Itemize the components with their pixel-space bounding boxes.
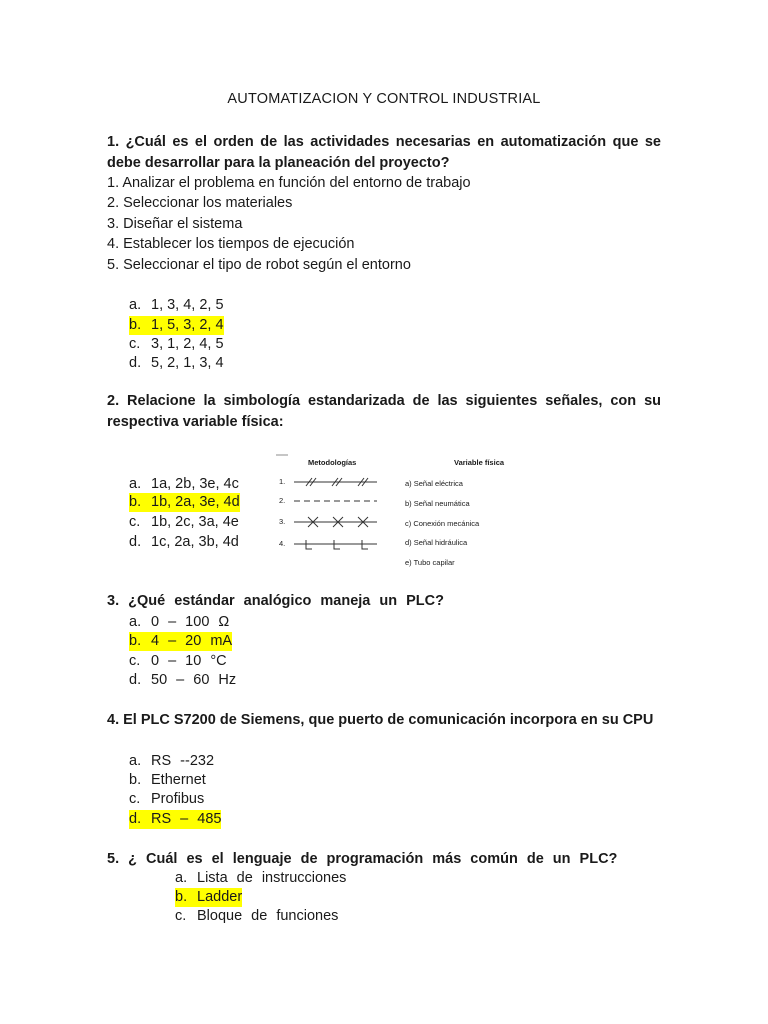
symbology-figure [272, 452, 512, 572]
answer-option: c. 0 – 10 °C [129, 653, 227, 669]
question-number: 4. [107, 712, 120, 728]
figure-row-number: 4. [279, 539, 286, 548]
answer-option-correct: d. RS – 485 [129, 811, 222, 827]
question-number: 5. [107, 851, 120, 867]
document-title: AUTOMATIZACION Y CONTROL INDUSTRIAL [227, 91, 541, 107]
question-text: ¿ Cuál es el lenguaje de programación más común de un PLC? [128, 851, 618, 867]
answer-option: c. 1b, 2c, 3a, 4e [129, 514, 239, 530]
answer-option: c. Bloque de funciones [175, 908, 339, 924]
q1-step: 1. Analizar el problema en función del entorno de trabajo [107, 175, 471, 191]
answer-option: a. 1a, 2b, 3e, 4c [129, 476, 239, 492]
q1-step: 2. Seleccionar los materiales [107, 195, 293, 211]
answer-option: c. Profibus [129, 791, 205, 807]
figure-header-methodologies: Metodologías [308, 458, 357, 467]
q1-step: 5. Seleccionar el tipo de robot según el entorno [107, 257, 411, 273]
answer-option-correct: b. 4 – 20 mA [129, 633, 233, 649]
answer-option-correct: b. 1, 5, 3, 2, 4 [129, 317, 224, 333]
figure-header-variable: Variable física [454, 458, 505, 467]
question-5 [107, 849, 667, 870]
answer-option: d. 5, 2, 1, 3, 4 [129, 355, 224, 371]
answer-option: a. 1, 3, 4, 2, 5 [129, 297, 224, 313]
question-3 [107, 591, 661, 612]
question-number: 1. [107, 134, 120, 150]
question-number: 2. [107, 393, 120, 409]
question-text: ¿Cuál es el orden de las actividades necesarias en automatización que se debe desarrollar para la planeación del proyecto? [107, 134, 661, 171]
answer-option: c. 3, 1, 2, 4, 5 [129, 336, 224, 352]
figure-variable: d) Señal hidráulica [405, 538, 468, 547]
answer-option: a. Lista de instrucciones [175, 870, 347, 886]
answer-option: d. 1c, 2a, 3b, 4d [129, 534, 239, 550]
figure-variable: a) Señal eléctrica [405, 479, 463, 488]
answer-option: b. Ethernet [129, 772, 206, 788]
figure-row-number: 2. [279, 496, 286, 505]
figure-row-number: 1. [279, 477, 286, 486]
figure-variable: e) Tubo capilar [405, 558, 455, 567]
symbol-lines-drawing [272, 452, 512, 572]
question-text: El PLC S7200 de Siemens, que puerto de comunicación incorpora en su CPU [123, 712, 654, 728]
answer-option-correct: b. Ladder [175, 889, 243, 905]
answer-option: a. 0 – 100 Ω [129, 614, 230, 630]
figure-variable: b) Señal neumática [405, 499, 470, 508]
figure-variable: c) Conexión mecánica [405, 519, 480, 528]
q1-step: 4. Establecer los tiempos de ejecución [107, 236, 355, 252]
question-number: 3. [107, 593, 120, 609]
question-2 [107, 391, 661, 433]
answer-option-correct: b. 1b, 2a, 3e, 4d [129, 494, 240, 510]
q1-step: 3. Diseñar el sistema [107, 216, 243, 232]
question-1 [107, 132, 661, 174]
answer-option: d. 50 – 60 Hz [129, 672, 237, 688]
question-text: Relacione la simbología estandarizada de las siguientes señales, con su respectiva variable física: [107, 393, 661, 430]
question-4 [107, 710, 661, 731]
figure-row-number: 3. [279, 517, 286, 526]
answer-option: a. RS --232 [129, 753, 215, 769]
question-text: ¿Qué estándar analógico maneja un PLC? [128, 593, 444, 609]
